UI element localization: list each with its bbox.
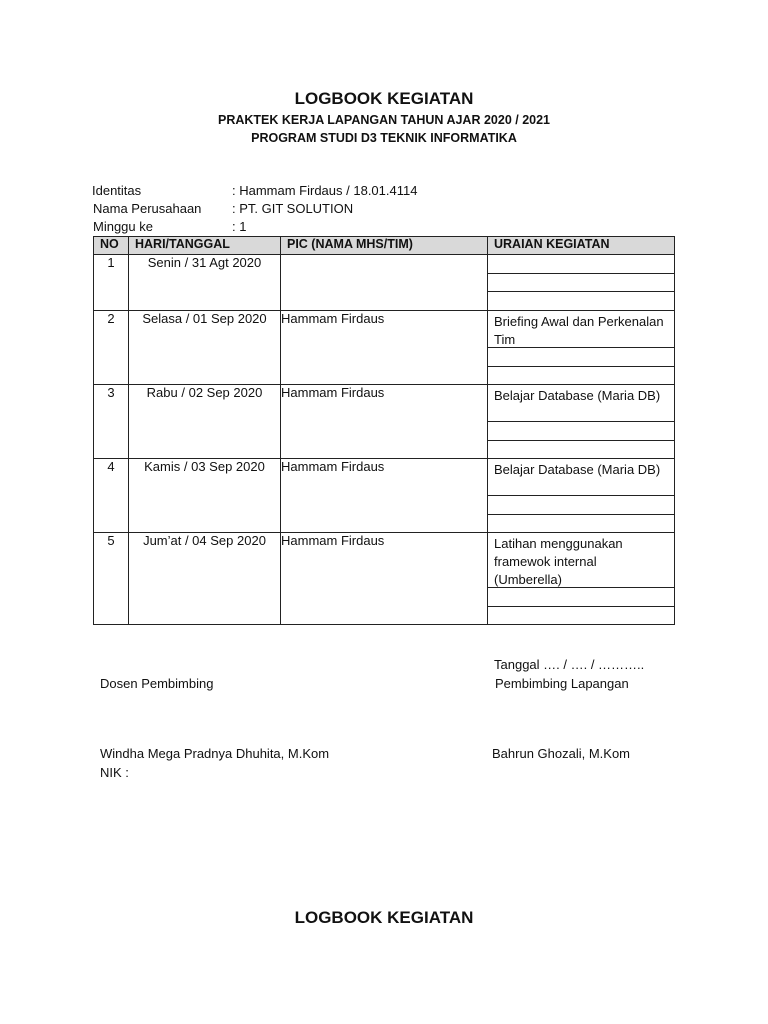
row-no: 4 xyxy=(94,459,129,533)
row-uraian xyxy=(488,533,675,625)
table-row xyxy=(94,459,675,533)
row-uraian xyxy=(488,459,675,533)
row-pic: Hammam Firdaus xyxy=(281,311,488,385)
table-row xyxy=(94,255,675,311)
row-no: 1 xyxy=(94,255,129,311)
row-pic: Hammam Firdaus xyxy=(281,459,488,533)
uraian-line xyxy=(488,347,674,366)
table-row xyxy=(94,311,675,385)
table-header-row xyxy=(94,237,675,255)
row-no: 5 xyxy=(94,533,129,625)
row-uraian xyxy=(488,255,675,311)
right-name: Bahrun Ghozali, M.Kom xyxy=(492,746,631,761)
row-uraian xyxy=(488,385,675,459)
right-role: Pembimbing Lapangan xyxy=(495,676,629,691)
identitas-value: : Hammam Firdaus / 18.01.4114 xyxy=(232,183,418,198)
row-uraian xyxy=(488,311,675,385)
uraian-line xyxy=(488,495,674,514)
identity-row-perusahaan xyxy=(92,201,353,216)
perusahaan-label: Nama Perusahaan xyxy=(93,201,202,216)
perusahaan-value: : PT. GIT SOLUTION xyxy=(232,201,354,216)
row-pic: Hammam Firdaus xyxy=(281,385,488,459)
identity-row-identitas xyxy=(92,183,417,198)
left-name: Windha Mega Pradnya Dhuhita, M.Kom xyxy=(100,746,330,761)
row-no: 3 xyxy=(94,385,129,459)
uraian-line xyxy=(488,273,674,291)
row-date: Senin / 31 Agt 2020 xyxy=(129,255,281,311)
left-role: Dosen Pembimbing xyxy=(100,676,214,691)
table-row xyxy=(94,385,675,459)
identitas-label: Identitas xyxy=(92,183,142,198)
header-uraian: URAIAN KEGIATAN xyxy=(488,237,675,255)
uraian-line xyxy=(488,291,674,310)
row-date: Selasa / 01 Sep 2020 xyxy=(129,311,281,385)
minggu-value: : 1 xyxy=(232,219,247,234)
minggu-label: Minggu ke xyxy=(93,219,153,234)
row-date: Rabu / 02 Sep 2020 xyxy=(129,385,281,459)
table-row xyxy=(94,533,675,625)
uraian-text: Latihan menggunakan framewok internal (Umberella) xyxy=(494,536,623,587)
identity-row-minggu xyxy=(92,219,246,234)
uraian-line xyxy=(488,606,674,624)
subtitle-program: PROGRAM STUDI D3 TEKNIK INFORMATIKA xyxy=(251,131,517,145)
uraian-text: Belajar Database (Maria DB) xyxy=(494,388,661,403)
header-hari-tanggal: HARI/TANGGAL xyxy=(129,237,281,255)
uraian-line xyxy=(488,255,674,273)
uraian-line xyxy=(488,587,674,606)
signature-date: Tanggal …. / …. / ……….. xyxy=(494,657,645,672)
page-title: LOGBOOK KEGIATAN xyxy=(294,89,474,108)
uraian-text: Briefing Awal dan Perkenalan Tim xyxy=(494,314,664,347)
left-nik: NIK : xyxy=(100,765,129,780)
header-no: NO xyxy=(94,237,129,255)
row-date: Kamis / 03 Sep 2020 xyxy=(129,459,281,533)
row-date: Jum’at / 04 Sep 2020 xyxy=(129,533,281,625)
subtitle-pkl: PRAKTEK KERJA LAPANGAN TAHUN AJAR 2020 / 2021 xyxy=(217,113,550,127)
row-no: 2 xyxy=(94,311,129,385)
uraian-text: Belajar Database (Maria DB) xyxy=(494,462,661,477)
uraian-line xyxy=(488,366,674,384)
logbook-table xyxy=(93,236,675,625)
header-pic: PIC (NAMA MHS/TIM) xyxy=(281,237,488,255)
uraian-line xyxy=(488,514,674,532)
row-pic: Hammam Firdaus xyxy=(281,533,488,625)
uraian-line xyxy=(488,421,674,440)
uraian-line xyxy=(488,440,674,458)
page-title-second: LOGBOOK KEGIATAN xyxy=(294,908,474,927)
row-pic xyxy=(281,255,488,311)
